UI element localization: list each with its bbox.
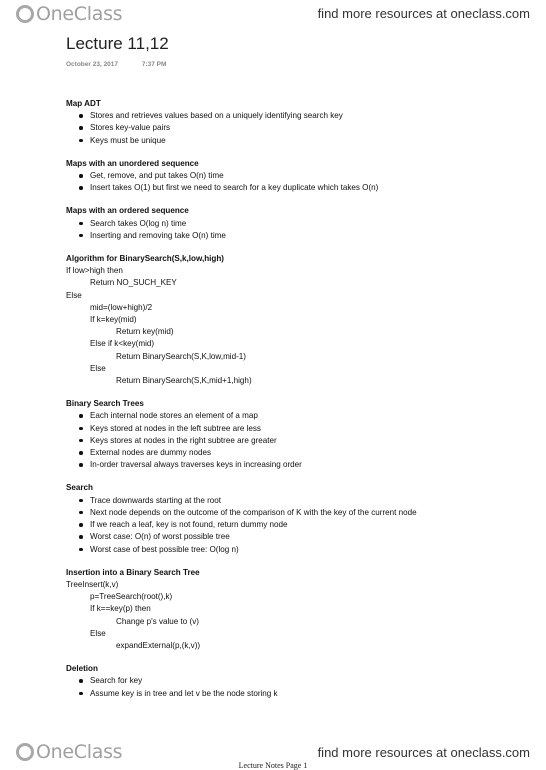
note-section xyxy=(66,98,516,147)
note-section xyxy=(66,663,516,700)
code-line: expandExternal(p,(k,v)) xyxy=(116,640,201,650)
section-heading: Algorithm for BinarySearch(S,k,low,high) xyxy=(66,254,224,264)
bullet-list xyxy=(66,495,516,556)
bullet-item: Keys stored at nodes in the left subtree are less xyxy=(66,423,516,435)
note-content xyxy=(66,98,516,711)
bullet-item: Worst case: O(n) of worst possible tree xyxy=(66,531,516,543)
section-heading: Binary Search Trees xyxy=(66,399,144,409)
bullet-item: Stores and retrieves values based on a uniquely identifying search key xyxy=(66,110,516,122)
code-line: Else if k<key(mid) xyxy=(90,339,155,349)
find-more-resources-link-top[interactable]: find more resources at oneclass.com xyxy=(317,6,530,21)
note-time: 7:37 PM xyxy=(141,61,167,68)
section-heading: Search xyxy=(66,483,93,493)
oneclass-logo-top[interactable] xyxy=(16,3,122,25)
bullet-item: Search for key xyxy=(66,675,516,687)
code-line: Return BinarySearch(S,K,low,mid-1) xyxy=(116,351,246,361)
bullet-item: Each internal node stores an element of a map xyxy=(66,410,516,422)
bullet-list xyxy=(66,410,516,471)
code-line: Else xyxy=(66,290,82,300)
note-section xyxy=(66,205,516,242)
bullet-item: External nodes are dummy nodes xyxy=(66,447,516,459)
code-line: Return BinarySearch(S,K,mid+1,high) xyxy=(116,376,252,386)
logo-text: OneClass xyxy=(36,3,123,25)
bullet-item: Trace downwards starting at the root xyxy=(66,495,516,507)
code-line: p=TreeSearch(root(),k) xyxy=(90,592,173,602)
bullet-item: If we reach a leaf, key is not found, return dummy node xyxy=(66,519,516,531)
code-line: TreeInsert(k,v) xyxy=(66,579,119,589)
code-line: If low>high then xyxy=(66,266,123,276)
section-heading: Map ADT xyxy=(66,99,101,108)
bullet-item: Insert takes O(1) but first we need to search for a key duplicate which takes O(n) xyxy=(66,182,516,194)
section-heading: Deletion xyxy=(66,664,98,674)
code-line: Change p's value to (v) xyxy=(116,616,199,626)
logo-text: OneClass xyxy=(36,741,123,763)
note-section xyxy=(66,482,516,555)
bullet-item: Search takes O(log n) time xyxy=(66,218,516,230)
oneclass-logo-bottom[interactable] xyxy=(16,741,122,763)
note-section xyxy=(66,398,516,471)
section-heading: Maps with an ordered sequence xyxy=(66,206,189,216)
bullet-item: Stores key-value pairs xyxy=(66,122,516,134)
bullet-item: In-order traversal always traverses keys in increasing order xyxy=(66,459,516,471)
code-line: Return key(mid) xyxy=(116,327,174,337)
bullet-list xyxy=(66,170,516,194)
bullet-item: Inserting and removing take O(n) time xyxy=(66,230,516,242)
code-line: Return NO_SUCH_KEY xyxy=(90,278,177,288)
bullet-list xyxy=(66,110,516,147)
note-section xyxy=(66,567,516,652)
bullet-item: Worst case of best possible tree: O(log n) xyxy=(66,544,516,556)
code-line: mid=(low+high)/2 xyxy=(90,302,153,312)
note-meta xyxy=(66,61,166,68)
bullet-list xyxy=(66,218,516,242)
code-line: If k=key(mid) xyxy=(90,315,137,325)
bullet-item: Next node depends on the outcome of the comparison of K with the key of the current node xyxy=(66,507,516,519)
code-line: Else xyxy=(90,628,106,638)
bullet-item: Get, remove, and put takes O(n) time xyxy=(66,170,516,182)
note-section xyxy=(66,253,516,387)
logo-ring-icon xyxy=(16,5,34,23)
bullet-list xyxy=(66,675,516,699)
find-more-resources-link-bottom[interactable]: find more resources at oneclass.com xyxy=(317,745,530,760)
note-section xyxy=(66,158,516,195)
bullet-item: Keys stores at nodes in the right subtree are greater xyxy=(66,435,516,447)
code-line: If k==key(p) then xyxy=(90,604,151,614)
page-footer: Lecture Notes Page 1 xyxy=(238,761,308,770)
note-date: October 23, 2017 xyxy=(66,61,119,68)
section-heading: Insertion into a Binary Search Tree xyxy=(66,567,200,577)
code-line: Else xyxy=(90,363,106,373)
page-title: Lecture 11,12 xyxy=(66,34,169,53)
bullet-item: Keys must be unique xyxy=(66,135,516,147)
bullet-item: Assume key is in tree and let v be the node storing k xyxy=(66,688,516,700)
logo-ring-icon xyxy=(16,743,34,761)
section-heading: Maps with an unordered sequence xyxy=(66,158,199,168)
